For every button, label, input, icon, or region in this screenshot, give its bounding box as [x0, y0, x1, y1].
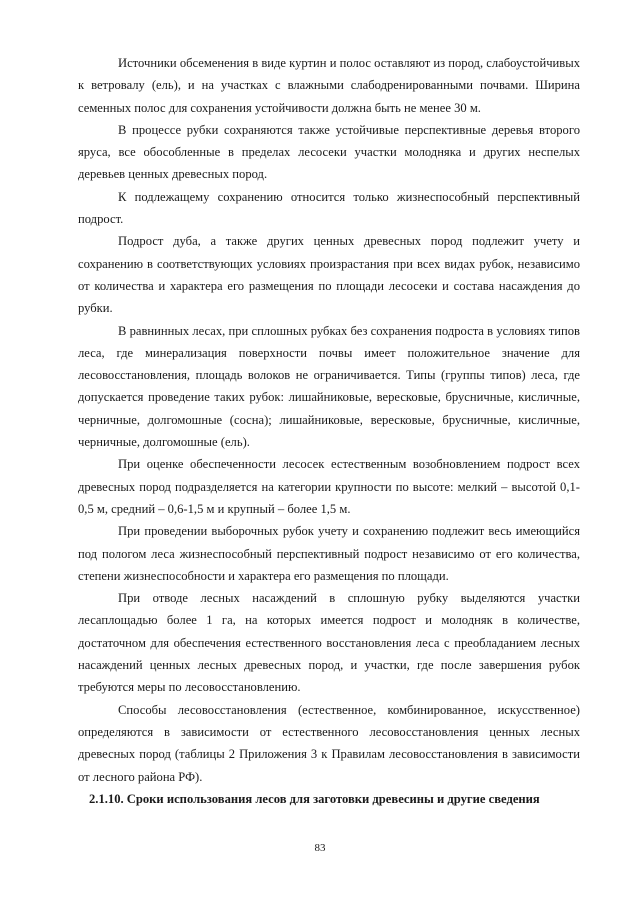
paragraph-second-tier-trees: В процессе рубки сохраняются также устойчивые перспективные деревья второго яруса, все обособленные в пределах лесосеки участки молодняка и других неспелых деревьев ценных древесных пород.	[78, 122, 580, 182]
paragraph-reforestation-methods: Способы лесовосстановления (естественное, комбинированное, искусственное) определяются в зависимости от естественного лесовосстановления ценных лесных древесных пород (таблицы 2 Приложения 3 к Правилам лесовосстановления в зависимости от лесного района РФ).	[78, 702, 580, 784]
paragraph-plain-forests: В равнинных лесах, при сплошных рубках без сохранения подроста в условиях типов леса, где минерализация поверхности почвы имеет положительное значение для лесовосстановления, площадь волоков не ограничивается. Типы (группы типов) леса, где допускается проведение таких рубок: лишайниковые, вересковые, брусничные, кисличные, черничные, долгомошные (сосна); лишайниковые, вересковые, брусничные, кисличные, черничные, долгомошные (ель).	[78, 323, 580, 450]
paragraph-oak-undergrowth: Подрост дуба, а также других ценных древесных пород подлежит учету и сохранению в соответствующих условиях произрастания при всех видах рубок, независимо от количества и характера его размещения по площади лесосеки и состава насаждения до рубки.	[78, 234, 580, 316]
paragraph-viable-undergrowth: К подлежащему сохранению относится только жизнеспособный перспективный подрост.	[78, 189, 580, 227]
paragraph-selective-cutting: При проведении выборочных рубок учету и сохранению подлежит весь имеющийся под пологом леса жизнеспособный перспективный подрост независимо от его количества, степени жизнеспособности и характера его размещения по площади.	[78, 524, 580, 583]
section-heading: 2.1.10. Сроки использования лесов для заготовки древесины и другие сведения	[89, 791, 540, 806]
paragraph-size-categories: При оценке обеспеченности лесосек естественным возобновлением подрост всех древесных пород подразделяется на категории крупности по высоте: мелкий – высотой 0,1-0,5 м, средний – 0,6-1,5 м и крупный – более 1,5 м.	[78, 457, 580, 516]
paragraph-seed-sources: Источники обсеменения в виде куртин и полос оставляют из пород, слабоустойчивых к ветровалу (ель), и на участках с влажными слабодренированными почвами. Ширина семенных полос для сохранения устойчивости должна быть не менее 30 м.	[78, 56, 580, 115]
body-text	[78, 52, 580, 810]
page-number: 83	[314, 842, 326, 854]
paragraph-clear-cutting-plots: При отводе лесных насаждений в сплошную рубку выделяются участки лесаплощадью более 1 га, на которых имеется подрост и молодняк в количестве, достаточном для обеспечения естественного восстановления леса с преобладанием лесных насаждений ценных лесных древесных пород, и участки, где после завершения рубок требуются меры по лесовосстановлению.	[78, 591, 580, 695]
